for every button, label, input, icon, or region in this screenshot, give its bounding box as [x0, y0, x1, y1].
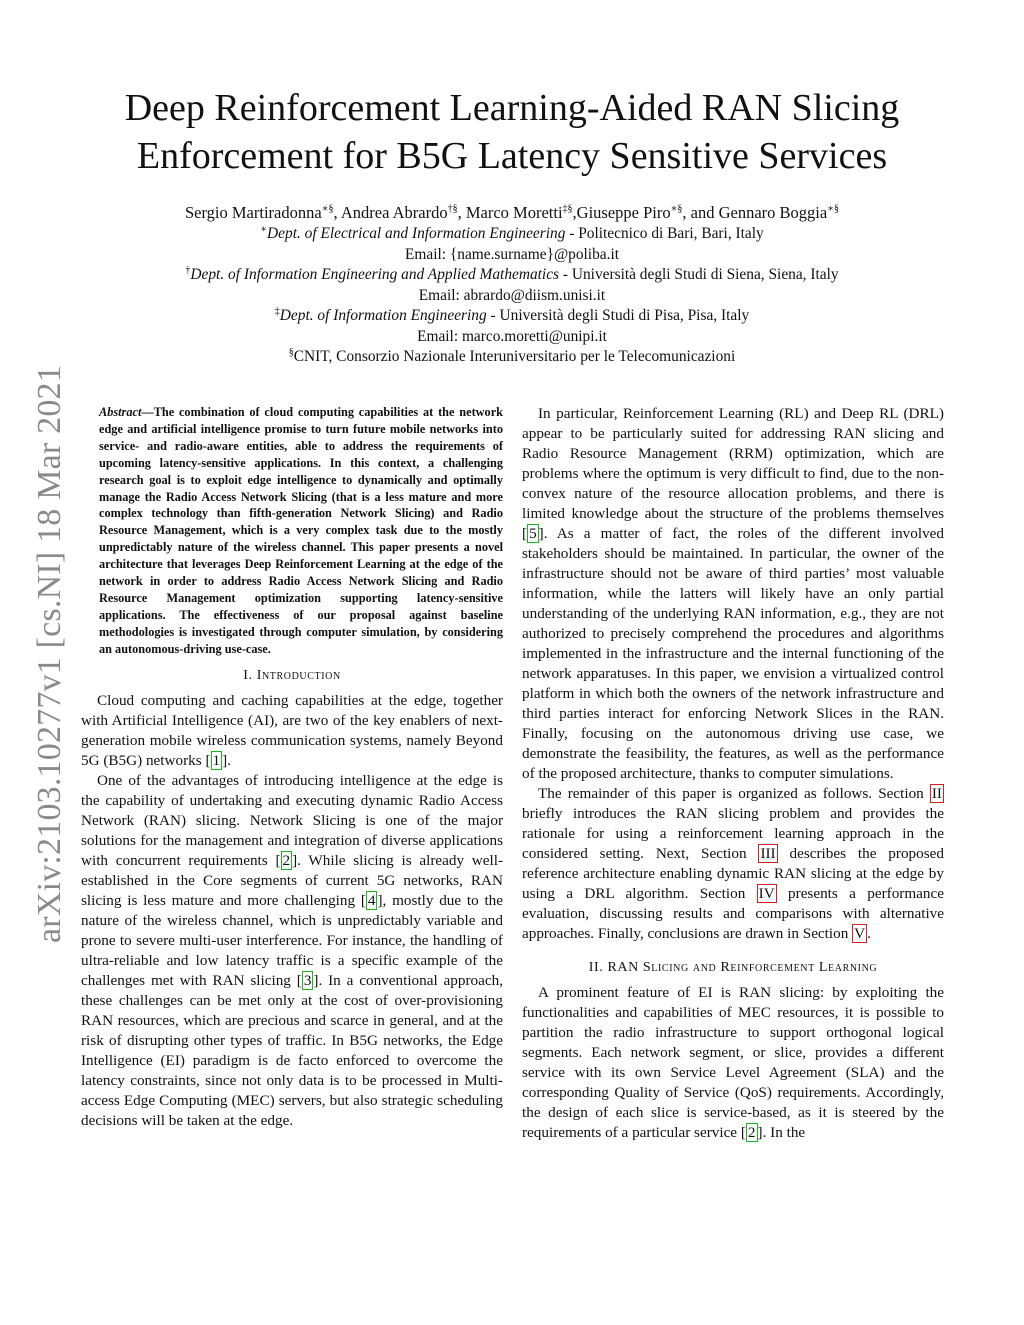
section-number: II.: [588, 960, 608, 975]
section-link[interactable]: V: [854, 925, 866, 942]
affiliation-3: [100, 306, 924, 327]
author-name: , and Gennaro Boggia: [682, 203, 828, 222]
affil-mark: †: [185, 264, 191, 276]
paragraph-text: . In a conventional approach, these challenges can be met only at the cost of over-provisioning RAN resources, which are precious and scarce in general, and at the risk of disrupting other types of traffic. In B5G networks, the Edge Intelligence (EI) paradigm is de facto enforced to overcome the latency constraints, since not only data is to be processed in Multi-access Edge Computing (MEC) servers, but also strategic scheduling decisions will be taken at the edge.: [81, 971, 503, 1129]
author-name: , Marco Moretti: [457, 203, 563, 222]
paragraph-text: In particular, Reinforcement Learning (RL) and Deep RL (DRL) appear to be particularly suited for addressing RAN slicing and Radio Resource Management (RRM) optimization, which are problems where the optimum is very difficult to find, due to the non-convex nature of the resource allocation problems, and there is limited knowledge about the structure of the problems themselves: [522, 405, 944, 522]
author-name: ,Giuseppe Piro: [572, 203, 671, 222]
paragraph-text: . As a matter of fact, the roles of the different involved stakeholders should be maintained. In particular, the owner of the infrastructure should not be aware of third parties’ most valuable information, while the latters will likely have an only partial understanding of the underlying RAN information, e.g., they are not authorized to precisely comprehend the procedures and algorithms implemented in the infrastructure and the internal functioning of the network apparatuses. In this paper, we envision a virtualized control platform in which both the owners of the network infrastructure and third parties interact for enforcing Network Slices in the RAN. Finally, focusing on the autonomous driving use case, we demonstrate the feasibility, the features, as well as the performance of the proposed architecture, thanks to computer simulations.: [522, 525, 944, 782]
paragraph-text: , mostly due to the nature of the wireless channel, which is unpredictably variable and prone to severe multi-user interference. For instance, the handling of ultra-reliable and low latency traffic is a specific example of the challenges met with RAN slicing: [81, 891, 503, 989]
citation-link[interactable]: 2: [282, 851, 291, 869]
paper-title: [60, 84, 964, 180]
author-list: [100, 202, 924, 223]
section-title: RAN Slicing and Reinforcement Learning: [607, 960, 878, 975]
section-link[interactable]: II: [931, 785, 942, 802]
paragraph-text: describes the proposed reference architecture enabling dynamic RAN slicing at the edge by using a DRL algorithm. Section: [522, 845, 944, 902]
email-3: Email: marco.moretti@unipi.it: [417, 327, 607, 345]
paragraph-text: . While slicing is already well-established in the Core segments of current 5G networks, RAN slicing is less mature and more challenging: [81, 851, 503, 909]
abstract-body: The combination of cloud computing capabilities at the network edge and artificial intelligence promise to turn future mobile networks into service- and radio-aware entities, able to address the requirements of upcoming latency-sensitive applications. In this context, a challenging research goal is to exploit edge intelligence to dynamically and optimally manage the Radio Access Network Slicing (that is a less mature and more complex technology than fifth-generation Network Slicing) and Radio Resource Management, which is a very complex task due to the mostly unpredictably nature of the wireless channel. This paper presents a novel architecture that leverages Deep Reinforcement Learning at the edge of the network in order to address Radio Access Network Slicing and Radio Resource Management optimization supporting latency-sensitive applications. The effectiveness of our proposal against baseline methodologies is investigated through computer simulation, by considering an autonomous-driving use-case.: [99, 405, 503, 656]
left-column: [81, 404, 503, 1131]
section-number: I.: [243, 667, 257, 683]
affil-place: - Università degli Studi di Siena, Siena, Italy: [559, 266, 839, 283]
section-heading-ran-slicing: [522, 958, 944, 978]
paragraph-text: One of the advantages of introducing intelligence at the edge is the capability of undertaking and executing dynamic Radio Access Network (RAN) slicing. Network Slicing is one of the major solutions for the management and integration of diverse applications with concurrent requirements: [81, 771, 503, 869]
affil-place: - Politecnico di Bari, Bari, Italy: [565, 225, 764, 242]
citation-link[interactable]: 2: [747, 1124, 756, 1141]
paragraph-text: The remainder of this paper is organized as follows. Section: [538, 785, 930, 802]
affil-mark: ∗: [260, 223, 268, 235]
paragraph-text: . In the: [762, 1124, 806, 1141]
title-line-2: Enforcement for B5G Latency Sensitive Services: [136, 135, 888, 177]
citation-link[interactable]: 5: [529, 525, 537, 542]
intro-paragraph-1: Cloud computing and caching capabilities at the edge, together with Artificial Intelligence (AI), are two of the key enablers of next-generation mobile wireless communication systems, namely Beyond 5G (B5G) networks [ 1 ].: [81, 691, 503, 769]
paragraph-text: presents a performance evaluation, discussing results and comparisons with alternative approaches. Finally, conclusions are drawn in Section: [522, 885, 944, 942]
citation-link[interactable]: 4: [367, 891, 376, 909]
arxiv-sidebar-stamp: arXiv:2103.10277v1 [cs.NI] 18 Mar 2021: [31, 365, 68, 944]
affil-dept: Dept. of Electrical and Information Engineering: [267, 225, 566, 242]
affiliation-2: [100, 265, 924, 286]
paragraph-text: .: [227, 751, 231, 769]
right-paragraph-2: [522, 784, 944, 944]
citation-link[interactable]: 3: [303, 971, 312, 989]
section-link[interactable]: IV: [758, 885, 775, 902]
paragraph-text: Cloud computing and caching capabilities at the edge, together with Artificial Intelligence (AI), are two of the key enablers of next-generation mobile wireless communication systems, namely Beyond 5G (B5G) networks: [81, 691, 503, 769]
paragraph-text: .: [867, 925, 871, 942]
citation-link[interactable]: 1: [212, 751, 221, 769]
affiliation-4: [100, 347, 924, 368]
abstract: [99, 404, 503, 658]
author-marks: ∗§: [321, 203, 334, 215]
paragraph-text: A prominent feature of EI is RAN slicing: by exploiting the functionalities and capabilities of MEC resources, it is possible to partition the radio infrastructure to support orthogonal logical segments. Each network segment, or slice, provides a different service with its own Service Level Agreement (SLA) and the corresponding Quality of Service (QoS) requirements. Accordingly, the design of each slice is service-based, as it is steered by the requirements of a particular service: [522, 984, 944, 1141]
affil-mark: §: [288, 346, 294, 358]
section-link[interactable]: III: [760, 845, 776, 862]
affiliations: [100, 224, 924, 368]
right-paragraph-1: In particular, Reinforcement Learning (RL) and Deep RL (DRL) appear to be particularly suited for addressing RAN slicing and Radio Resource Management (RRM) optimization, which are problems where the optimum is very difficult to find, due to the non-convex nature of the resource allocation problems, and there is limited knowledge about the structure of the problems themselves [ 5 ]. As a matter of fact, the roles of the different involved stakeholders should be maintained. In particular, the owner of the infrastructure should not be aware of third parties’ most valuable information, while the latters will likely have an only partial understanding of the underlying RAN information, e.g., they are not authorized to precisely comprehend the procedures and algorithms implemented in the infrastructure and the internal functioning of the network apparatuses. In this paper, we envision a virtualized control platform in which both the owners of the network infrastructure and third parties interact for enforcing Network Slices in the RAN. Finally, focusing on the autonomous driving use case, we demonstrate the feasibility, the features, as well as the performance of the proposed architecture, thanks to computer simulations.: [522, 405, 944, 782]
abstract-label: Abstract: [99, 405, 142, 419]
affiliation-1: [100, 224, 924, 245]
right-paragraph-3: A prominent feature of EI is RAN slicing: by exploiting the functionalities and capabilities of MEC resources, it is possible to partition the radio infrastructure to support orthogonal logical segments. Each network segment, or slice, provides a different service with its own Service Level Agreement (SLA) and the corresponding Quality of Service (QoS) requirements. Accordingly, the design of each slice is service-based, as it is steered by the requirements of a particular service [ 2 ]. In the: [522, 984, 944, 1141]
section-title: Introduction: [256, 667, 341, 683]
email-1: Email: {name.surname}@poliba.it: [404, 245, 619, 263]
author-name: Sergio Martiradonna: [184, 203, 322, 222]
email-2: Email: abrardo@diism.unisi.it: [418, 286, 606, 304]
affil-dept: Dept. of Information Engineering: [279, 307, 487, 324]
author-marks: ∗§: [827, 203, 839, 215]
affil-mark: ‡: [274, 305, 280, 317]
title-line-1: Deep Reinforcement Learning-Aided RAN Slicing: [124, 87, 900, 129]
right-column: [522, 404, 944, 1143]
affil-text: CNIT, Consorzio Nazionale Interuniversitario per le Telecomunicazioni: [293, 348, 736, 365]
affil-dept: Dept. of Information Engineering and Applied Mathematics: [190, 266, 560, 283]
paragraph-text: briefly introduces the RAN slicing problem and provides the rationale for using a reinforcement learning approach in the considered setting. Next, Section: [522, 805, 944, 862]
section-heading-introduction: [81, 666, 503, 686]
affil-place: - Università degli Studi di Pisa, Pisa, Italy: [486, 307, 750, 324]
author-marks: †§: [447, 203, 458, 215]
author-name: , Andrea Abrardo: [333, 203, 448, 222]
abstract-dash: —: [141, 405, 154, 419]
author-marks: ∗§: [670, 203, 683, 215]
intro-paragraph-2: One of the advantages of introducing intelligence at the edge is the capability of undertaking and executing dynamic Radio Access Network (RAN) slicing. Network Slicing is one of the major solutions for the management and integration of diverse applications with concurrent requirements [ 2 ]. While slicing is already well-established in the Core segments of current 5G networks, RAN slicing is less mature and more challenging [ 4 ], mostly due to the nature of the wireless channel, which is unpredictably variable and prone to severe multi-user interference. For instance, the handling of ultra-reliable and low latency traffic is a specific example of the challenges met with RAN slicing [ 3 ]. In a conventional approach, these challenges can be met only at the cost of over-provisioning RAN resources, which are precious and scarce in general, and at the risk of disrupting other types of traffic. In B5G networks, the Edge Intelligence (EI) paradigm is de facto enforced to overcome the latency constraints, since not only data is to be processed in Multi-access Edge Computing (MEC) servers, but also strategic scheduling decisions will be taken at the edge.: [81, 771, 503, 1129]
author-marks: ‡§: [562, 203, 573, 215]
